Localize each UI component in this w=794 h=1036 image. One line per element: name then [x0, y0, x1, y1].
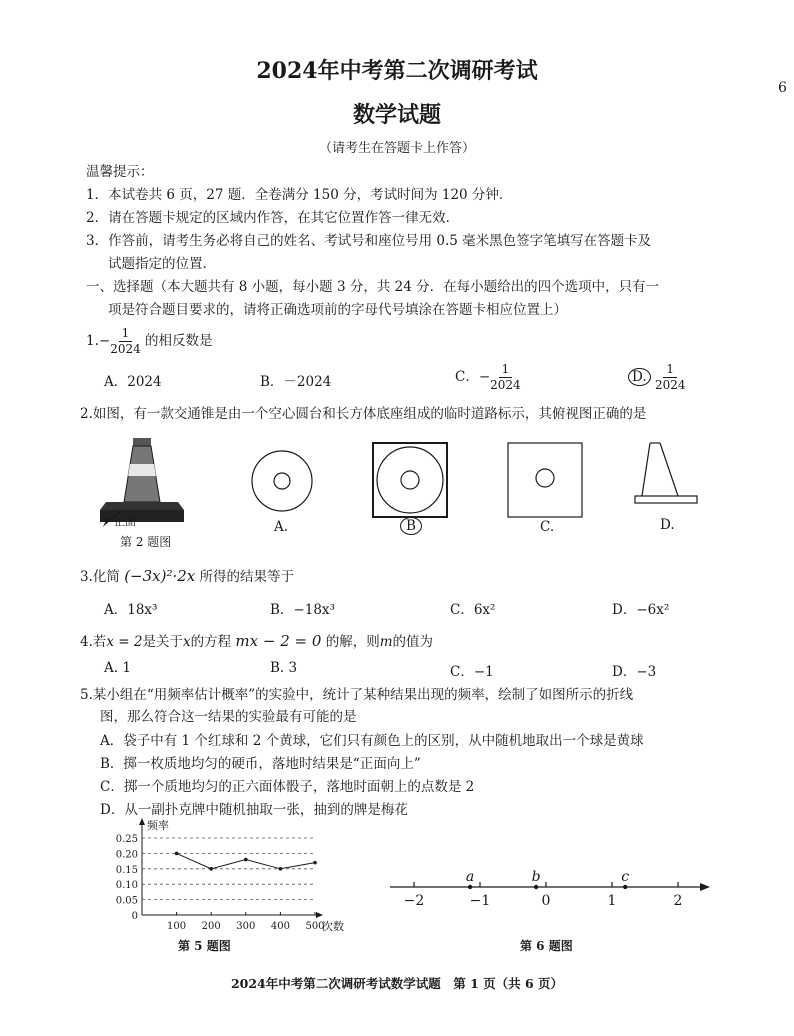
q3-option-b: B．−18x³ — [270, 602, 335, 618]
chart-x-tick-label: 500 — [305, 921, 325, 932]
q2-c-inner-circle — [536, 469, 554, 487]
q5-option-a: A．袋子中有 1 个红球和 2 个黄球，它们只有颜色上的区别，从中随机地取出一个球是黄球 — [100, 733, 644, 749]
q3-option-c: C．6x² — [450, 602, 496, 618]
q2-d-base — [635, 496, 697, 503]
q2-b-inner-circle — [401, 471, 419, 489]
q4-variable2: m — [379, 634, 393, 650]
chart-y-axis-arrow-icon — [139, 818, 145, 825]
q2-caption: 第 2 题图 — [120, 535, 172, 549]
number-line-tick-label: −1 — [469, 893, 491, 909]
q1-option-c-label: C． — [455, 369, 479, 385]
q4-option-b: B. 3 — [270, 660, 298, 676]
q2-figure-d — [635, 443, 697, 503]
q2-a-outer-circle — [252, 451, 312, 511]
q1-text: 的相反数是 — [145, 333, 213, 349]
q4-suffix: 的值为 — [392, 634, 434, 650]
q1-option-d-denominator: 2024 — [654, 378, 686, 392]
number-line-tick-label: 0 — [541, 893, 551, 909]
q1-option-b: B．－2024 — [260, 374, 332, 390]
q4-option-c: C．−1 — [450, 664, 494, 680]
q2-figure-a — [252, 451, 312, 511]
chart-y-tick-label: 0.10 — [115, 880, 138, 892]
q1-denominator: 2024 — [110, 342, 141, 356]
q2-option-c: C. — [540, 519, 555, 535]
number-line-tick-label: 2 — [673, 893, 683, 909]
chart-data-point — [175, 852, 179, 856]
q4-prefix: 4.若 — [80, 634, 107, 650]
q1-option-c-numerator: 1 — [499, 362, 513, 378]
q2-option-d: D. — [660, 517, 675, 533]
q1-fraction — [110, 326, 141, 357]
question-5-line1: 5.某小组在“用频率估计概率”的实验中，统计了某种结果出现的频率，绘制了如图所示的折线 — [80, 687, 634, 703]
q2-d-right-edge — [660, 443, 678, 496]
q2-d-left-edge — [642, 443, 650, 496]
number-line-tick-label: 1 — [607, 893, 617, 909]
q4-equation: mx − 2 = 0 — [235, 632, 322, 650]
q5-option-c: C．掷一个质地均匀的正六面体骰子，落地时面朝上的点数是 2 — [100, 779, 475, 795]
tip-2: 2．请在答题卡规定的区域内作答，在其它位置作答一律无效． — [86, 210, 460, 226]
q2-a-inner-circle — [274, 473, 290, 489]
q2-figure-c — [508, 443, 582, 517]
chart-y-axis-label: 频率 — [147, 819, 169, 832]
q3-prefix: 3.化简 — [80, 569, 120, 585]
q3-option-a: A．18x³ — [104, 602, 158, 618]
q1-option-c-minus: − — [478, 369, 491, 385]
chart-data-point — [279, 867, 283, 871]
q2-figure-b — [373, 443, 447, 517]
q5-option-b: B．掷一枚质地均匀的硬币，落地时结果是“正面向上” — [100, 756, 421, 772]
q1-option-d-numerator: 1 — [663, 362, 677, 378]
exam-subtitle: 数学试题 — [352, 102, 441, 128]
chart-data-point — [313, 861, 317, 865]
q4-option-a: A. 1 — [104, 660, 131, 676]
exam-note: （请考生在答题卡上作答） — [318, 141, 475, 156]
tip-1: 1．本试卷共 6 页，27 题．全卷满分 150 分，考试时间为 120 分钟． — [86, 187, 513, 203]
q1-option-c-fraction — [490, 362, 521, 393]
cone-top — [133, 438, 151, 446]
q6-number-line — [388, 862, 718, 912]
q4-option-d: D．−3 — [612, 664, 657, 680]
q3-suffix: 所得的结果等于 — [199, 569, 295, 585]
question-5-line2: 图，那么符合这一结果的实验最有可能的是 — [100, 709, 357, 725]
q2-figures — [90, 432, 710, 550]
number-line-point-label: c — [621, 869, 630, 885]
chart-x-tick-label: 200 — [201, 921, 221, 932]
number-line-tick-label: −2 — [403, 893, 425, 909]
chart-x-tick-label: 300 — [236, 921, 256, 932]
q2-c-square — [508, 443, 582, 517]
traffic-cone-figure — [100, 438, 184, 528]
q1-option-c — [455, 362, 521, 393]
q2-option-a: A. — [274, 519, 289, 535]
number-line-point-label: a — [465, 869, 475, 885]
q1-option-d-fraction — [655, 362, 686, 393]
question-2: 2.如图，有一款交通锥是由一个空心圆台和长方体底座组成的临时道路标示，其俯视图正确的是 — [80, 406, 647, 422]
chart-x-axis-arrow-icon — [316, 912, 323, 918]
chart-x-tick-label: 100 — [167, 921, 187, 932]
q1-option-a: A．2024 — [104, 374, 162, 390]
chart-data-point — [244, 858, 248, 862]
section-heading-line1: 一、选择题（本大题共有 8 小题，每小题 3 分，共 24 分．在每小题给出的四个选项中，只有一 — [86, 279, 660, 295]
q1-number: 1. — [86, 333, 99, 349]
q3-expression: (−3x)²·2x — [124, 567, 196, 585]
q1-option-c-denominator: 2024 — [490, 378, 521, 392]
section-heading-line2: 项是符合题目要求的，请将正确选项前的字母代号填涂在答题卡相应位置上） — [108, 302, 567, 318]
q1-option-d — [628, 362, 685, 393]
q1-option-d-label-circled: D. — [628, 368, 651, 386]
q3-option-d: D．−6x² — [612, 602, 670, 618]
cone-base-top — [100, 502, 184, 510]
front-label: 正面 — [114, 515, 136, 528]
number-line-point — [534, 885, 538, 889]
chart-y-tick-label: 0.25 — [115, 834, 138, 845]
tips-heading: 温馨提示： — [86, 164, 154, 180]
q2-b-square — [373, 443, 447, 517]
q5-frequency-chart — [100, 815, 370, 935]
cone-base — [100, 510, 184, 522]
number-line-point — [623, 885, 627, 889]
q1-minus: − — [98, 333, 111, 349]
number-line-point-label: b — [531, 869, 541, 885]
q4-variable: x — [183, 634, 191, 650]
q5-caption: 第 5 题图 — [178, 939, 231, 953]
number-line-point — [468, 885, 472, 889]
question-3 — [80, 565, 294, 585]
q4-condition: x = 2 — [106, 634, 143, 650]
q4-middle: 是关于 — [142, 634, 183, 650]
chart-y-tick-label: 0.05 — [115, 895, 138, 907]
q4-middle2: 的方程 — [190, 634, 232, 650]
page-footer: 2024年中考第二次调研考试数学试题 第 1 页（共 6 页） — [230, 976, 564, 991]
chart-y-tick-label: 0.15 — [115, 864, 138, 876]
chart-x-tick-label: 400 — [270, 921, 290, 932]
q4-middle3: 的解，则 — [325, 634, 380, 650]
q6-caption: 第 6 题图 — [520, 939, 573, 953]
q5-option-d: D．从一副扑克牌中随机抽取一张，抽到的牌是梅花 — [100, 802, 408, 818]
chart-y-tick-label: 0.20 — [115, 849, 138, 861]
number-line-arrow-icon — [700, 883, 710, 891]
chart-y-tick-label: 0 — [131, 911, 138, 922]
tip-3: 3．作答前，请考生务必将自己的姓名、考试号和座位号用 0.5 毫米黑色签字笔填写在答题卡及 — [86, 233, 652, 249]
cone-stripe — [128, 464, 156, 476]
tip-3-cont: 试题指定的位置． — [108, 256, 216, 272]
q1-numerator: 1 — [119, 326, 133, 342]
q2-b-outer-circle — [377, 447, 443, 513]
exam-title: 2024年中考第二次调研考试 — [256, 58, 538, 84]
q2-option-b-circled: B — [400, 517, 422, 535]
question-4 — [80, 630, 433, 650]
question-1 — [86, 326, 213, 357]
chart-data-point — [209, 867, 213, 871]
corner-mark: 6 — [778, 80, 787, 96]
chart-x-axis-label: 次数 — [322, 920, 344, 933]
